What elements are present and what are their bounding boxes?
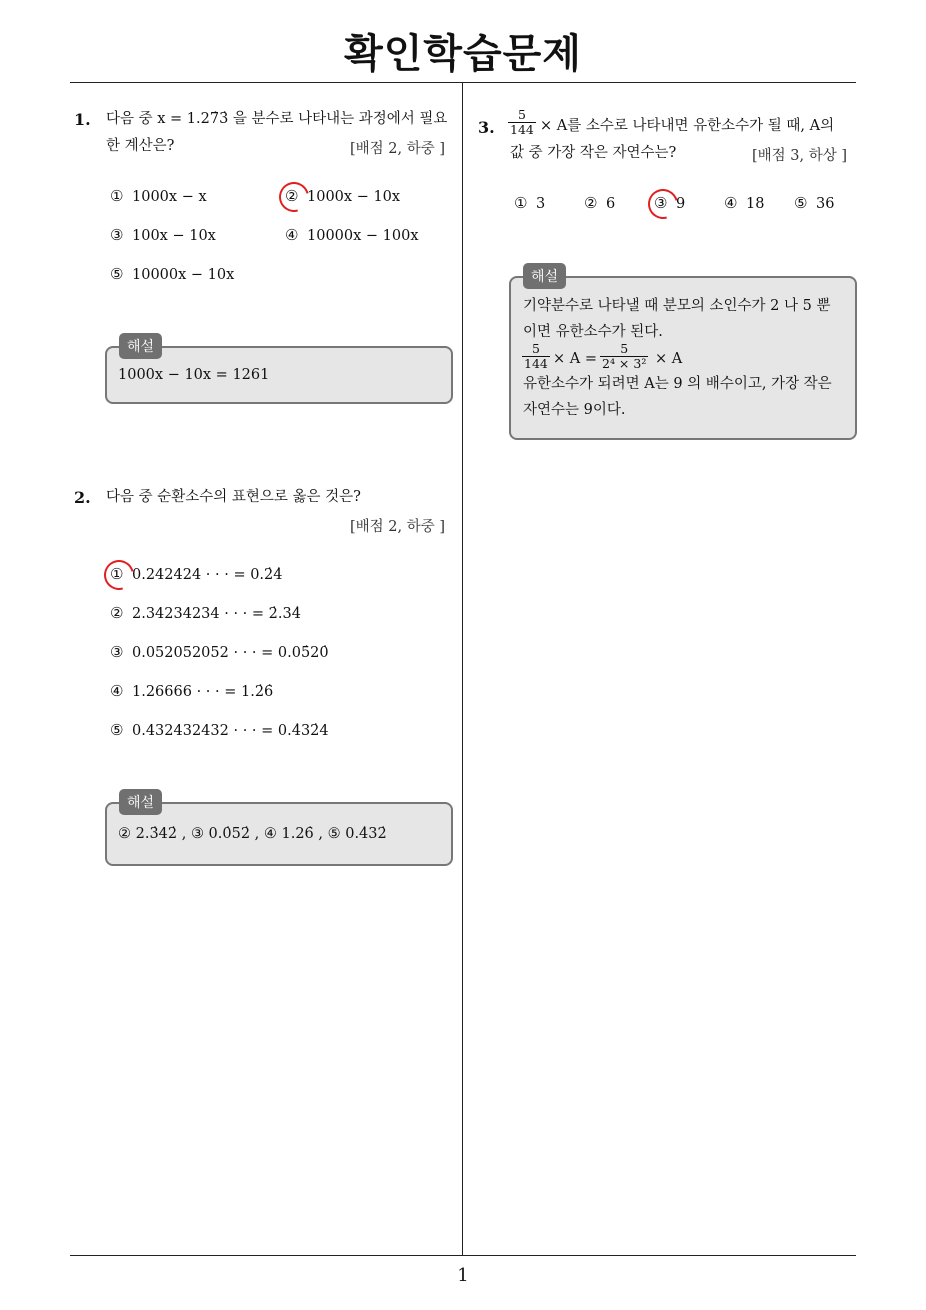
q3-number: 3. bbox=[478, 118, 495, 137]
top-rule bbox=[70, 82, 856, 83]
q2-solution-text: ② 2.3̇42̇ , ③ 0.0̇52̇ , ④ 1.26̇ , ⑤ 0.4̇32̇ bbox=[118, 826, 387, 842]
choice-text: 0.242424 · · · = 0.2̇4̇ bbox=[132, 567, 283, 583]
choice-text: 10000x − 100x bbox=[307, 228, 419, 244]
q3-choice-2[interactable] bbox=[584, 194, 615, 212]
q3-solution-fraction-right bbox=[600, 342, 648, 371]
fraction-denominator: 144 bbox=[510, 122, 534, 137]
q1-choice-1[interactable] bbox=[110, 187, 207, 205]
choice-text: 1000x − x bbox=[132, 189, 207, 205]
q3-solution-eq-mid: × A = bbox=[553, 351, 597, 367]
q1-choice-4[interactable] bbox=[285, 226, 419, 244]
q1-number: 1. bbox=[74, 110, 91, 129]
choice-text: 0.052052052 · · · = 0.05̇20̇ bbox=[132, 645, 329, 661]
q3-choice-1[interactable] bbox=[514, 194, 545, 212]
choice-text: 1.26666 · · · = 1.2̇6̇ bbox=[132, 684, 274, 700]
q3-solution-tag: 해설 bbox=[523, 263, 566, 289]
q3-fraction bbox=[508, 108, 536, 137]
q2-choice-4[interactable] bbox=[110, 682, 273, 700]
q3-solution-line4: 자연수는 9이다. bbox=[523, 402, 626, 418]
choice-number: ③ bbox=[110, 226, 124, 244]
choice-text: 3 bbox=[536, 196, 546, 212]
q3-solution-line1: 기약분수로 나타낼 때 분모의 소인수가 2 나 5 뿐 bbox=[523, 298, 831, 314]
choice-number: ③ bbox=[110, 643, 124, 661]
q3-solution-line3: 유한소수가 되려면 A는 9 의 배수이고, 가장 작은 bbox=[523, 376, 832, 392]
fraction-numerator: 5 bbox=[522, 342, 550, 357]
choice-number: ① bbox=[514, 194, 528, 212]
q1-choice-3[interactable] bbox=[110, 226, 216, 244]
choice-number: ① bbox=[110, 565, 124, 583]
q2-choice-3[interactable] bbox=[110, 643, 329, 661]
q2-solution-tag: 해설 bbox=[119, 789, 162, 815]
q1-meta: [배점 2, 하중 ] bbox=[350, 141, 446, 157]
q1-solution-text: 1000x − 10x = 1261 bbox=[118, 367, 270, 383]
choice-number: ② bbox=[584, 194, 598, 212]
q3-solution-line2: 이면 유한소수가 된다. bbox=[523, 324, 663, 340]
q3-choice-4[interactable] bbox=[724, 194, 764, 212]
q2-choice-2[interactable] bbox=[110, 604, 301, 622]
q3-solution-fraction-left bbox=[522, 342, 550, 371]
q3-text-line1: × A를 소수로 나타내면 유한소수가 될 때, A의 bbox=[540, 118, 835, 134]
choice-text: 10000x − 10x bbox=[132, 267, 235, 283]
choice-text: 1000x − 10x bbox=[307, 189, 401, 205]
fraction-denominator: 2⁴ × 3² bbox=[602, 356, 647, 371]
choice-number: ⑤ bbox=[794, 194, 808, 212]
choice-number: ⑤ bbox=[110, 721, 124, 739]
page-number: 1 bbox=[457, 1265, 469, 1286]
choice-number: ④ bbox=[110, 682, 124, 700]
choice-text: 2.34234234 · · · = 2̇.34̇ bbox=[132, 606, 301, 622]
q3-text-line2: 값 중 가장 작은 자연수는? bbox=[510, 145, 677, 161]
choice-number: ⑤ bbox=[110, 265, 124, 283]
q3-choice-5[interactable] bbox=[794, 194, 834, 212]
choice-text: 0.432432432 · · · = 0.4̇32̇4 bbox=[132, 723, 329, 739]
answer-circle-mark bbox=[274, 177, 315, 218]
q2-choice-5[interactable] bbox=[110, 721, 329, 739]
q1-solution-tag: 해설 bbox=[119, 333, 162, 359]
q2-choice-1[interactable] bbox=[110, 565, 283, 583]
choice-text: 100x − 10x bbox=[132, 228, 216, 244]
q3-meta: [배점 3, 하상 ] bbox=[752, 148, 848, 164]
choice-text: 9 bbox=[676, 196, 686, 212]
q2-text: 다음 중 순환소수의 표현으로 옳은 것은? bbox=[106, 489, 361, 505]
choice-text: 36 bbox=[816, 196, 835, 212]
q1-text-line1: 다음 중 x = 1.27̇3̇ 을 분수로 나타내는 과정에서 필요 bbox=[106, 111, 448, 127]
q3-solution-eq-right: × A bbox=[655, 351, 683, 367]
choice-text: 6 bbox=[606, 196, 616, 212]
fraction-numerator: 5 bbox=[600, 342, 648, 357]
choice-number: ④ bbox=[724, 194, 738, 212]
q2-number: 2. bbox=[74, 488, 91, 507]
choice-text: 18 bbox=[746, 196, 765, 212]
q2-meta: [배점 2, 하중 ] bbox=[350, 519, 446, 535]
choice-number: ② bbox=[110, 604, 124, 622]
fraction-denominator: 144 bbox=[524, 356, 548, 371]
q1-choice-5[interactable] bbox=[110, 265, 234, 283]
choice-number: ① bbox=[110, 187, 124, 205]
choice-number: ④ bbox=[285, 226, 299, 244]
choice-number: ② bbox=[285, 187, 299, 205]
q1-text-line2: 한 계산은? bbox=[106, 138, 175, 154]
choice-number: ③ bbox=[654, 194, 668, 212]
fraction-numerator: 5 bbox=[508, 108, 536, 123]
answer-circle-mark bbox=[99, 555, 140, 596]
page-title: 확인학습문제 bbox=[344, 31, 582, 77]
column-divider bbox=[462, 83, 463, 1255]
answer-circle-mark bbox=[643, 184, 684, 225]
bottom-rule bbox=[70, 1255, 856, 1256]
